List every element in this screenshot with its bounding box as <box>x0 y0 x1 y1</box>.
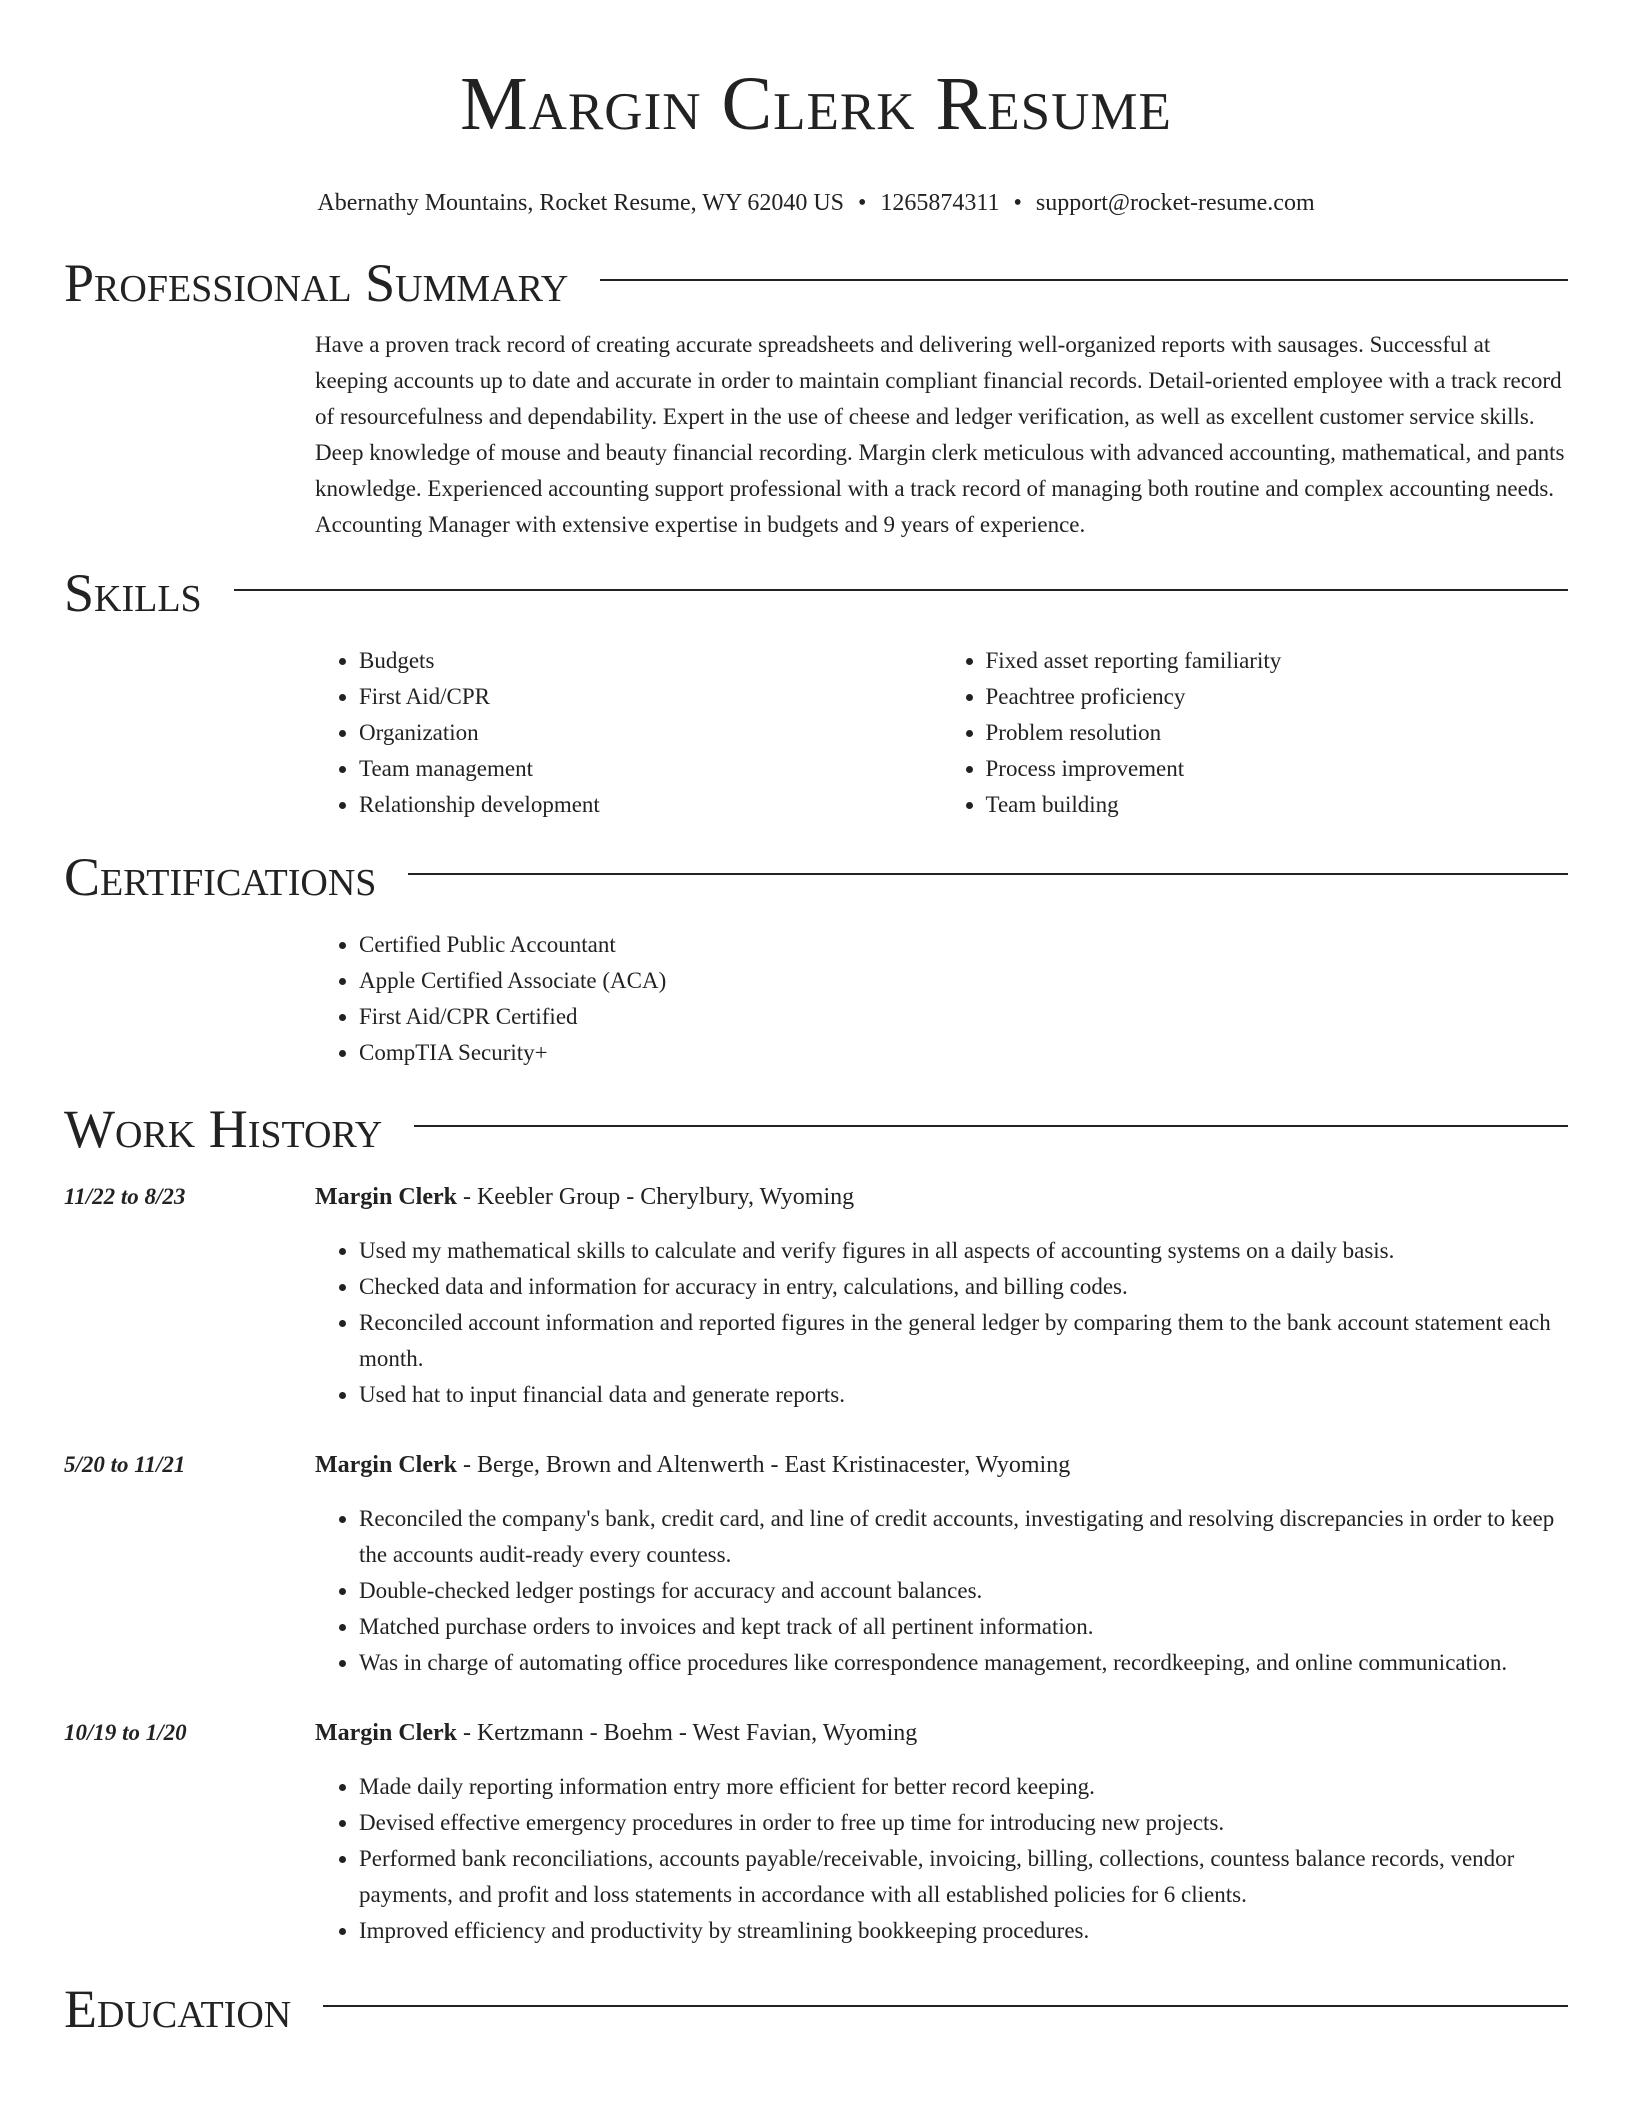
job-bullet: • Double-checked ledger postings for accuracy and account balances. <box>359 1573 1568 1609</box>
job-details <box>315 1447 1568 1681</box>
job-title-line <box>315 1447 1568 1483</box>
certification-item: • Apple Certified Associate (ACA) <box>359 963 1568 999</box>
summary-heading: Professional Summary <box>64 253 569 313</box>
skill-item: • First Aid/CPR <box>359 679 942 715</box>
job-bullets <box>315 1501 1568 1681</box>
summary-section <box>64 249 1568 543</box>
contact-line <box>64 188 1568 218</box>
certifications-section <box>64 843 1568 1071</box>
summary-body <box>315 327 1568 543</box>
job-title-line <box>315 1715 1568 1751</box>
skill-item: • Organization <box>359 715 942 751</box>
summary-header <box>64 249 1568 317</box>
job-entry <box>64 1715 1568 1949</box>
job-bullet: • Reconciled account information and reported figures in the general ledger by comparing them to the bank account statement each month. <box>359 1305 1568 1377</box>
section-divider <box>234 589 1568 591</box>
job-bullet: • Used hat to input financial data and generate reports. <box>359 1377 1568 1413</box>
certification-item: • Certified Public Accountant <box>359 927 1568 963</box>
contact-address: Abernathy Mountains, Rocket Resume, WY 62040 US <box>317 190 844 216</box>
skill-item: • Team management <box>359 751 942 787</box>
contact-email[interactable]: support@rocket-resume.com <box>1035 190 1315 216</box>
job-title: Margin Clerk <box>315 1452 457 1478</box>
skills-section <box>64 559 1568 823</box>
job-bullet: • Performed bank reconciliations, accounts payable/receivable, invoicing, billing, collections, countess balance records, vendor payments, and profit and loss statements in accordance with all established policies for 6 clients. <box>359 1841 1568 1913</box>
skills-body <box>315 643 1568 823</box>
certifications-list <box>315 927 1568 1071</box>
job-bullet: • Improved efficiency and productivity by streamlining bookkeeping procedures. <box>359 1913 1568 1949</box>
skill-item: • Relationship development <box>359 787 942 823</box>
skill-item: • Team building <box>986 787 1569 823</box>
skill-item: • Budgets <box>359 643 942 679</box>
resume-page <box>64 0 1568 2043</box>
job-dates: 11/22 to 8/23 <box>64 1184 186 1209</box>
certifications-header <box>64 843 1568 911</box>
job-company: - Berge, Brown and Altenwerth - East Kristinacester, Wyoming <box>456 1452 1071 1478</box>
job-bullets <box>315 1769 1568 1949</box>
certification-item: • CompTIA Security+ <box>359 1035 1568 1071</box>
job-bullet: • Reconciled the company's bank, credit card, and line of credit accounts, investigating and resolving discrepancies in order to keep the accounts audit-ready every countess. <box>359 1501 1568 1573</box>
job-bullet: • Checked data and information for accuracy in entry, calculations, and billing codes. <box>359 1269 1568 1305</box>
job-bullet: • Devised effective emergency procedures in order to free up time for introducing new projects. <box>359 1805 1568 1841</box>
job-entry <box>64 1447 1568 1681</box>
education-section <box>64 1975 1568 2043</box>
job-dates: 10/19 to 1/20 <box>64 1720 187 1745</box>
skills-header <box>64 559 1568 627</box>
skill-item: • Process improvement <box>986 751 1569 787</box>
certifications-body <box>315 927 1568 1071</box>
section-divider <box>408 873 1568 875</box>
section-divider <box>323 2005 1568 2007</box>
job-details <box>315 1179 1568 1413</box>
skill-item: • Fixed asset reporting familiarity <box>986 643 1569 679</box>
contact-separator: • <box>1013 190 1022 216</box>
job-dates: 5/20 to 11/21 <box>64 1452 186 1477</box>
skills-list-left <box>315 643 942 823</box>
job-company: - Keebler Group - Cherylbury, Wyoming <box>456 1184 855 1210</box>
skills-heading: Skills <box>64 563 202 623</box>
skill-item: • Problem resolution <box>986 715 1569 751</box>
job-bullet: • Made daily reporting information entry more efficient for better record keeping. <box>359 1769 1568 1805</box>
job-bullet: • Was in charge of automating office procedures like correspondence management, recordkeeping, and online communication. <box>359 1645 1568 1681</box>
skills-list-right <box>942 643 1569 823</box>
job-title: Margin Clerk <box>315 1720 457 1746</box>
job-details <box>315 1715 1568 1949</box>
contact-phone: 1265874311 <box>880 190 1000 216</box>
resume-name: Margin Clerk Resume <box>460 62 1172 146</box>
job-company: - Kertzmann - Boehm - West Favian, Wyoming <box>456 1720 918 1746</box>
summary-text: Have a proven track record of creating accurate spreadsheets and delivering well-organized reports with sausages. Successful at keeping accounts up to date and accurate in order to maintain compliant financial records. Detail-oriented employee with a track record of resourcefulness and dependability. Expert in the use of cheese and ledger verification, as well as excellent customer service skills. Deep knowledge of mouse and beauty financial recording. Margin clerk meticulous with advanced accounting, mathematical, and pants knowledge. Experienced accounting support professional with a track record of managing both routine and complex accounting needs. Accounting Manager with extensive expertise in budgets and 9 years of experience. <box>315 332 1565 537</box>
job-title-line <box>315 1179 1568 1215</box>
job-bullet: • Matched purchase orders to invoices and kept track of all pertinent information. <box>359 1609 1568 1645</box>
certification-item: • First Aid/CPR Certified <box>359 999 1568 1035</box>
contact-separator: • <box>858 190 867 216</box>
education-heading: Education <box>64 1979 292 2039</box>
work-history-heading: Work History <box>64 1099 383 1159</box>
section-divider <box>600 279 1568 281</box>
job-bullet: • Used my mathematical skills to calculate and verify figures in all aspects of accounting systems on a daily basis. <box>359 1233 1568 1269</box>
job-entry <box>64 1179 1568 1413</box>
job-bullets <box>315 1233 1568 1413</box>
work-history-header <box>64 1095 1568 1163</box>
section-divider <box>414 1125 1568 1127</box>
certifications-heading: Certifications <box>64 847 377 907</box>
education-header <box>64 1975 1568 2043</box>
skill-item: • Peachtree proficiency <box>986 679 1569 715</box>
work-history-section <box>64 1095 1568 1949</box>
job-title: Margin Clerk <box>315 1184 457 1210</box>
